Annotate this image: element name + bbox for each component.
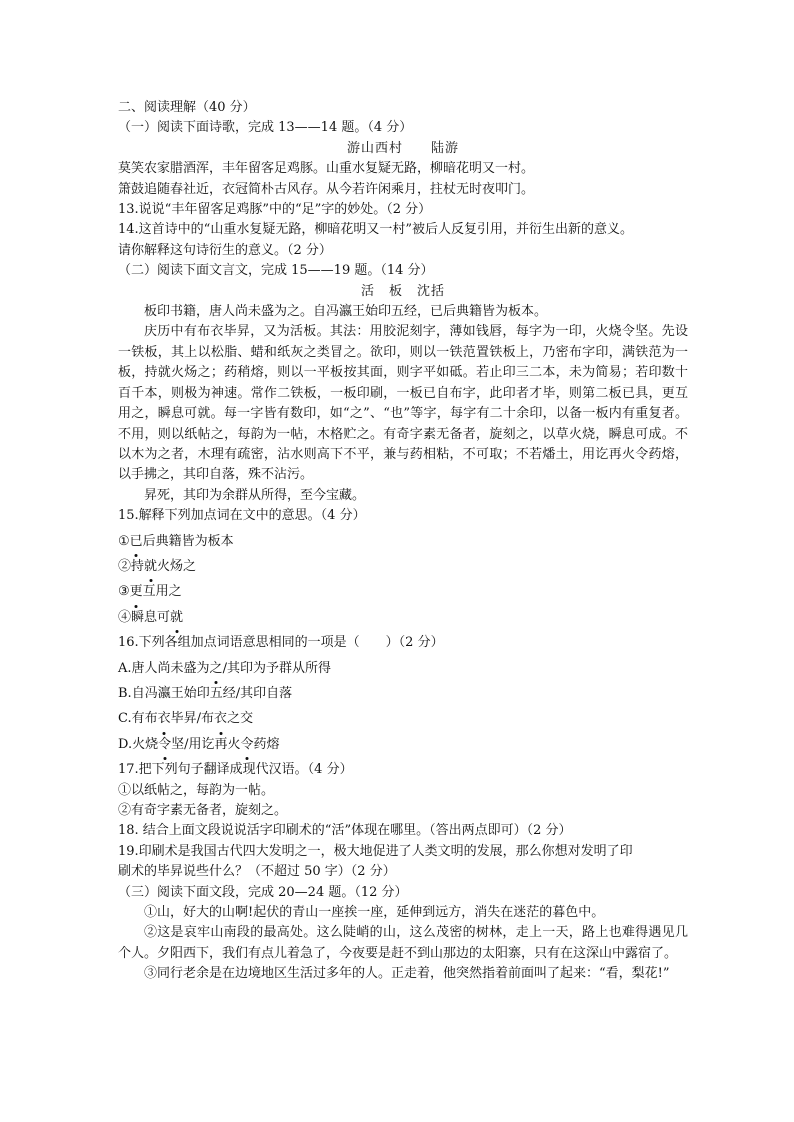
- passage-paragraph-2: ②这是哀牢山南段的最高处。这么陡峭的山，这么茂密的树林，走上一天，路上也难得遇见几个人。夕阳西下，我们有点儿着急了，今夜要是赶不到山那边的太阳寨，只有在这深山中露宿了。: [118, 925, 688, 961]
- question-16: 16.下列各组加点词语意思相同的一项是（ ）（2 分）: [118, 635, 444, 651]
- question-16-option: [118, 684, 688, 704]
- emphasized-word: 就: [144, 557, 157, 577]
- reading-section: [118, 98, 688, 985]
- prose-paragraph-2: 庆历中有布衣毕昇，又为活板。其法：用胶泥刻字，薄如钱唇，每字为一印，火烧令坚。先设一铁板，其上以松脂、蜡和纸灰之类冒之。欲印，则以一铁范置铁板上，乃密布字印，满铁范为一板，持就火炀之；药稍熔，则以一平板按其面，则字平如砥。若止印三二本，未为简易；若印数十百千本，则极为神速。常作二铁板，一板印刷，一板已自布字，此印者才毕，则第二板已具，更互用之，瞬息可就。每一字皆有数印，如“之”、“也”等字，每字有二十余印，以备一板内有重复者。不用，则以纸帖之，每韵为一帖，木格贮之。有奇字素无备者，旋刻之，以草火烧，瞬息可成。不以木为之者，木理有疏密，沾水则高下不平，兼与药相粘，不可取；不若燔土，用讫再火令药熔，以手拂之，其印自落，殊不沾污。: [118, 324, 688, 483]
- passage-paragraph-1: ①山，好大的山啊!起伏的青山一座挨一座，延伸到远方，消失在迷茫的暮色中。: [144, 905, 605, 921]
- question-17-item-1: ①以纸帖之，每韵为一帖。: [118, 782, 275, 798]
- section-title: 二、阅读理解（40 分）: [118, 100, 256, 115]
- question-15: 15.解释下列加点词在文中的意思。（4 分）: [118, 508, 366, 524]
- prose-paragraph-3: 昇死，其印为余群从所得，至今宝藏。: [144, 487, 366, 503]
- question-17-item-2: ②有奇字素无备者，旋刻之。: [118, 803, 288, 818]
- emphasized-word: 衣: [158, 709, 171, 729]
- option-text: 药熔: [253, 736, 280, 752]
- question-16-options: [118, 659, 688, 756]
- prose-title: 活 板 沈括: [360, 283, 445, 299]
- emphasized-word: 衣: [214, 709, 227, 729]
- option-label: B.: [118, 685, 132, 701]
- emphasized-word: 令: [241, 735, 254, 755]
- prose-paragraph-1: 板印书籍，唐人尚未盛为之。自冯瀛王始印五经，已后典籍皆为板本。: [144, 304, 548, 320]
- question-15-item: [118, 557, 688, 577]
- question-17: 17.把下列句子翻译成现代汉语。（4 分）: [118, 762, 353, 778]
- passage-paragraph-3: ③同行老余是在边境地区生活过多年的人。正走着，他突然指着前面叫了起来：“看，梨花!”: [144, 966, 670, 982]
- question-16-option: [118, 659, 688, 679]
- item-text: ③: [118, 584, 130, 600]
- poem-line-2: 箫鼓追随春社近，衣冠简朴古风存。从今若许闲乘月，拄杖无时夜叩门。: [118, 181, 535, 197]
- question-15-items: [118, 532, 688, 629]
- option-text: 唐人尚未盛为: [131, 660, 210, 676]
- question-15-item: [118, 582, 688, 602]
- item-text: ④: [118, 609, 132, 625]
- option-label: C.: [118, 711, 132, 727]
- part2-heading: （二）阅读下面文言文，完成 15——19 题。（14 分）: [118, 263, 434, 279]
- option-text: 之交: [227, 711, 254, 727]
- question-19-line-2: 刷术的毕昇说些什么？（不超过 50 字）（2 分）: [118, 864, 396, 880]
- option-label: A.: [118, 660, 132, 676]
- item-text: 互用之: [142, 584, 182, 600]
- emphasized-word: 之: [210, 659, 223, 679]
- option-text: 坚/用讫再火: [171, 736, 241, 752]
- part1-heading: （一）阅读下面诗歌，完成 13——14 题。（4 分）: [118, 120, 413, 136]
- option-text: 毕昇/布: [170, 711, 215, 727]
- option-text: 自冯瀛王始印五经/其印自落: [131, 685, 293, 701]
- question-13: 13.说说“丰年留客足鸡豚”中的“足”字的妙处。（2 分）: [118, 202, 432, 218]
- emphasized-word: 更: [130, 582, 143, 602]
- option-text: 有布: [131, 711, 158, 727]
- item-text: 持: [131, 558, 145, 574]
- item-text: ②: [118, 558, 132, 574]
- option-label: D.: [118, 736, 133, 752]
- question-16-option: [118, 735, 688, 755]
- question-14-line-1: 14.这首诗中的“山重水复疑无路，柳暗花明又一村”被后人反复引用，并衍生出新的意义。: [118, 222, 633, 238]
- question-18: 18. 结合上面文段说说活字印刷术的“活”体现在哪里。（答出两点即可）（2 分）: [118, 823, 572, 839]
- question-15-item: [118, 608, 688, 628]
- emphasized-word: 已: [130, 532, 143, 552]
- item-text: 后典籍皆为板本: [142, 533, 234, 549]
- emphasized-word: 就: [170, 608, 183, 628]
- item-text: ①: [118, 533, 130, 549]
- poem-line-1: 莫笑农家腊酒浑，丰年留客足鸡豚。山重水复疑无路，柳暗花明又一村。: [118, 161, 535, 177]
- question-16-option: [118, 709, 688, 729]
- option-text: 火烧: [132, 736, 159, 752]
- question-15-item: [118, 532, 688, 552]
- item-text: 瞬息可: [131, 609, 171, 625]
- option-text: /其印为予群从所得: [222, 660, 331, 676]
- part3-heading: （三）阅读下面文段，完成 20—24 题。（12 分）: [118, 884, 408, 900]
- poem-title: 游山西村 陆游: [346, 140, 459, 156]
- emphasized-word: 令: [158, 735, 171, 755]
- question-19-line-1: 19.印刷术是我国古代四大发明之一，极大地促进了人类文明的发展，那么你想对发明了印: [118, 843, 633, 859]
- question-14-line-2: 请你解释这句诗衍生的意义。（2 分）: [118, 242, 332, 258]
- item-text: 火炀之: [157, 558, 197, 574]
